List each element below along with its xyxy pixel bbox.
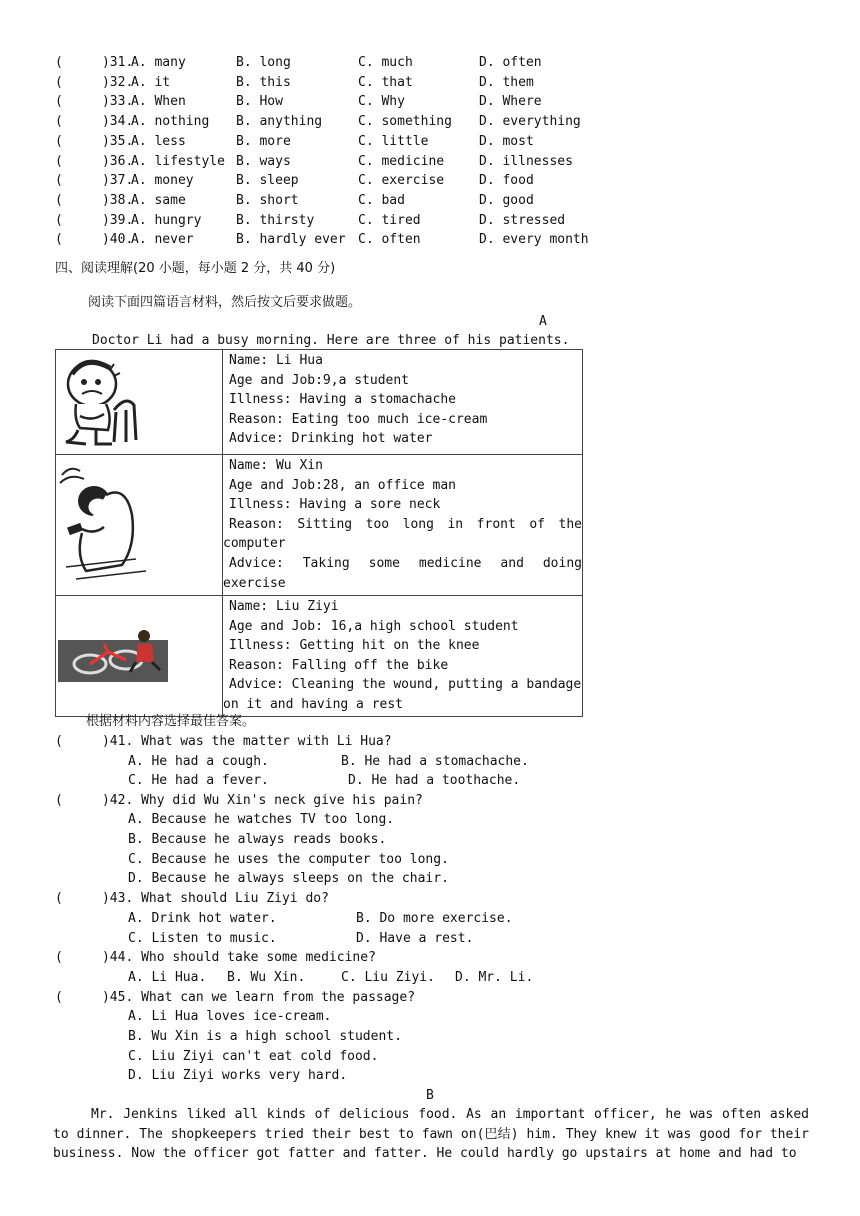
option-a[interactable]: A. many: [131, 55, 186, 70]
q45-option-d[interactable]: D. Liu Ziyi works very hard.: [128, 1068, 348, 1083]
option-b[interactable]: B. How: [236, 94, 283, 110]
option-d[interactable]: D. often: [479, 55, 542, 70]
option-c[interactable]: C. Why: [358, 94, 405, 110]
passage-b-letter: B: [426, 1088, 434, 1103]
q44-option-b[interactable]: B. Wu Xin.: [227, 970, 306, 985]
option-c[interactable]: C. little: [358, 133, 429, 149]
option-c[interactable]: C. that: [358, 74, 413, 90]
patient-age-job: Age and Job:28, an office man: [229, 477, 456, 493]
option-a[interactable]: A. never: [131, 232, 194, 248]
question-number: ( )40.: [55, 232, 134, 248]
option-a[interactable]: A. hungry: [131, 212, 202, 228]
section-instruction: 阅读下面四篇语言材料，然后按文后要求做题。: [88, 295, 362, 310]
q42-option-c[interactable]: C. Because he uses the computer too long.: [128, 852, 449, 867]
patient-advice: Advice: Drinking hot water: [229, 431, 433, 447]
patient-age-job: Age and Job: 16,a high school student: [229, 618, 519, 634]
option-d[interactable]: D. every month: [479, 232, 589, 248]
passage-b-text: Mr. Jenkins liked all kinds of delicious food. As an important officer, he was often asked to dinner. The shopkeepers tried their best to fawn on(巴结) him. They knew it was good for their business. Now the officer got fatter and fatter. He could hardly go upstairs at home and had to: [53, 1107, 809, 1162]
option-c[interactable]: C. something: [358, 114, 452, 130]
option-a[interactable]: A. money: [131, 173, 194, 189]
option-c[interactable]: C. medicine: [358, 153, 445, 169]
patient-advice-cont: exercise: [223, 575, 286, 591]
option-d[interactable]: D. most: [479, 133, 534, 149]
passage-a-letter: A: [539, 314, 547, 329]
option-b[interactable]: B. thirsty: [236, 212, 315, 228]
option-c[interactable]: C. tired: [358, 212, 421, 228]
option-b[interactable]: B. more: [236, 133, 291, 149]
option-a[interactable]: A. less: [131, 133, 186, 149]
question-number: ( )32.: [55, 74, 134, 90]
option-c[interactable]: C. bad: [358, 192, 405, 208]
q43-option-a[interactable]: A. Drink hot water.: [128, 911, 277, 926]
patient-wu-xin-info: [223, 455, 583, 596]
q45-stem: ( )45. What can we learn from the passage?: [55, 990, 416, 1005]
q41-option-d[interactable]: D. He had a toothache.: [348, 773, 521, 788]
patient-reason: Reason: Eating too much ice-cream: [229, 411, 488, 427]
q43-option-b[interactable]: B. Do more exercise.: [356, 911, 513, 926]
patient-image-bike-fall: [56, 596, 223, 717]
q45-option-b[interactable]: B. Wu Xin is a high school student.: [128, 1029, 402, 1044]
question-number: ( )34.: [55, 114, 134, 130]
girl-fell-off-bike-icon: [56, 596, 222, 712]
patients-table: [55, 349, 583, 717]
option-a[interactable]: A. nothing: [131, 114, 210, 130]
q41-option-b[interactable]: B. He had a stomachache.: [341, 754, 529, 769]
q41-option-c[interactable]: C. He had a fever.: [128, 773, 269, 788]
option-a[interactable]: A. same: [131, 192, 186, 208]
patient-illness: Illness: Having a stomachache: [229, 392, 456, 408]
man-sore-neck-icon: [56, 455, 222, 591]
q44-stem: ( )44. Who should take some medicine?: [55, 950, 376, 965]
q44-option-c[interactable]: C. Liu Ziyi.: [341, 970, 435, 985]
question-number: ( )37.: [55, 173, 134, 189]
option-a[interactable]: A. lifestyle: [131, 153, 225, 169]
question-number: ( )31.: [55, 55, 134, 70]
option-b[interactable]: B. hardly ever: [236, 232, 346, 248]
q43-option-c[interactable]: C. Listen to music.: [128, 931, 277, 946]
patient-name: Name: Wu Xin: [229, 458, 323, 473]
question-number: ( )35.: [55, 133, 134, 149]
q45-option-a[interactable]: A. Li Hua loves ice-cream.: [128, 1009, 332, 1024]
patient-li-hua-info: [223, 350, 583, 455]
option-b[interactable]: B. long: [236, 55, 291, 70]
section-heading: 四、阅读理解(20 小题，每小题 2 分，共 40 分): [55, 261, 336, 276]
patient-image-sore-neck: [56, 455, 223, 596]
option-b[interactable]: B. anything: [236, 114, 323, 130]
option-c[interactable]: C. exercise: [358, 173, 445, 189]
patient-reason: Reason: Sitting too long in front of the: [229, 516, 582, 532]
option-d[interactable]: D. stressed: [479, 212, 566, 228]
patient-advice: Advice: Taking some medicine and doing: [229, 555, 582, 571]
patient-illness: Illness: Having a sore neck: [229, 497, 441, 513]
q42-option-b[interactable]: B. Because he always reads books.: [128, 832, 387, 847]
q44-option-d[interactable]: D. Mr. Li.: [455, 970, 534, 985]
patient-name: Name: Li Hua: [229, 353, 323, 368]
option-c[interactable]: C. much: [358, 55, 413, 70]
question-number: ( )33.: [55, 94, 134, 110]
q41-stem: ( )41. What was the matter with Li Hua?: [55, 734, 392, 749]
option-b[interactable]: B. sleep: [236, 173, 299, 189]
q42-stem: ( )42. Why did Wu Xin's neck give his pain?: [55, 793, 423, 808]
option-d[interactable]: D. good: [479, 192, 534, 208]
choose-instruction: 根据材料内容选择最佳答案。: [86, 714, 256, 729]
option-d[interactable]: D. everything: [479, 114, 581, 130]
q41-option-a[interactable]: A. He had a cough.: [128, 754, 269, 769]
option-a[interactable]: A. it: [131, 74, 171, 90]
patient-name: Name: Liu Ziyi: [229, 599, 339, 614]
question-number: ( )36.: [55, 153, 134, 169]
q44-option-a[interactable]: A. Li Hua.: [128, 970, 207, 985]
patient-reason: Reason: Falling off the bike: [229, 657, 449, 673]
patient-advice-cont: on it and having a rest: [223, 696, 404, 712]
option-b[interactable]: B. this: [236, 74, 291, 90]
patient-image-stomachache: [56, 350, 223, 455]
patient-liu-ziyi-info: [223, 596, 583, 717]
option-d[interactable]: D. illnesses: [479, 153, 573, 169]
patient-reason-cont: computer: [223, 536, 286, 552]
q43-option-d[interactable]: D. Have a rest.: [356, 931, 474, 946]
question-number: ( )38.: [55, 192, 134, 208]
patient-age-job: Age and Job:9,a student: [229, 372, 410, 388]
option-b[interactable]: B. ways: [236, 153, 291, 169]
q42-option-a[interactable]: A. Because he watches TV too long.: [128, 812, 395, 827]
passage-a-intro: Doctor Li had a busy morning. Here are three of his patients.: [92, 333, 570, 348]
question-number: ( )39.: [55, 212, 134, 228]
option-d[interactable]: D. Where: [479, 94, 542, 110]
option-b[interactable]: B. short: [236, 192, 299, 208]
q45-option-c[interactable]: C. Liu Ziyi can't eat cold food.: [128, 1049, 379, 1064]
q43-stem: ( )43. What should Liu Ziyi do?: [55, 891, 329, 906]
option-d[interactable]: D. them: [479, 74, 534, 90]
option-d[interactable]: D. food: [479, 173, 534, 189]
option-a[interactable]: A. When: [131, 94, 186, 110]
option-c[interactable]: C. often: [358, 232, 421, 248]
patient-illness: Illness: Getting hit on the knee: [229, 638, 480, 654]
patient-advice: Advice: Cleaning the wound, putting a bandage: [229, 677, 582, 693]
boy-stomachache-icon: [56, 350, 222, 450]
q42-option-d[interactable]: D. Because he always sleeps on the chair.: [128, 871, 449, 886]
